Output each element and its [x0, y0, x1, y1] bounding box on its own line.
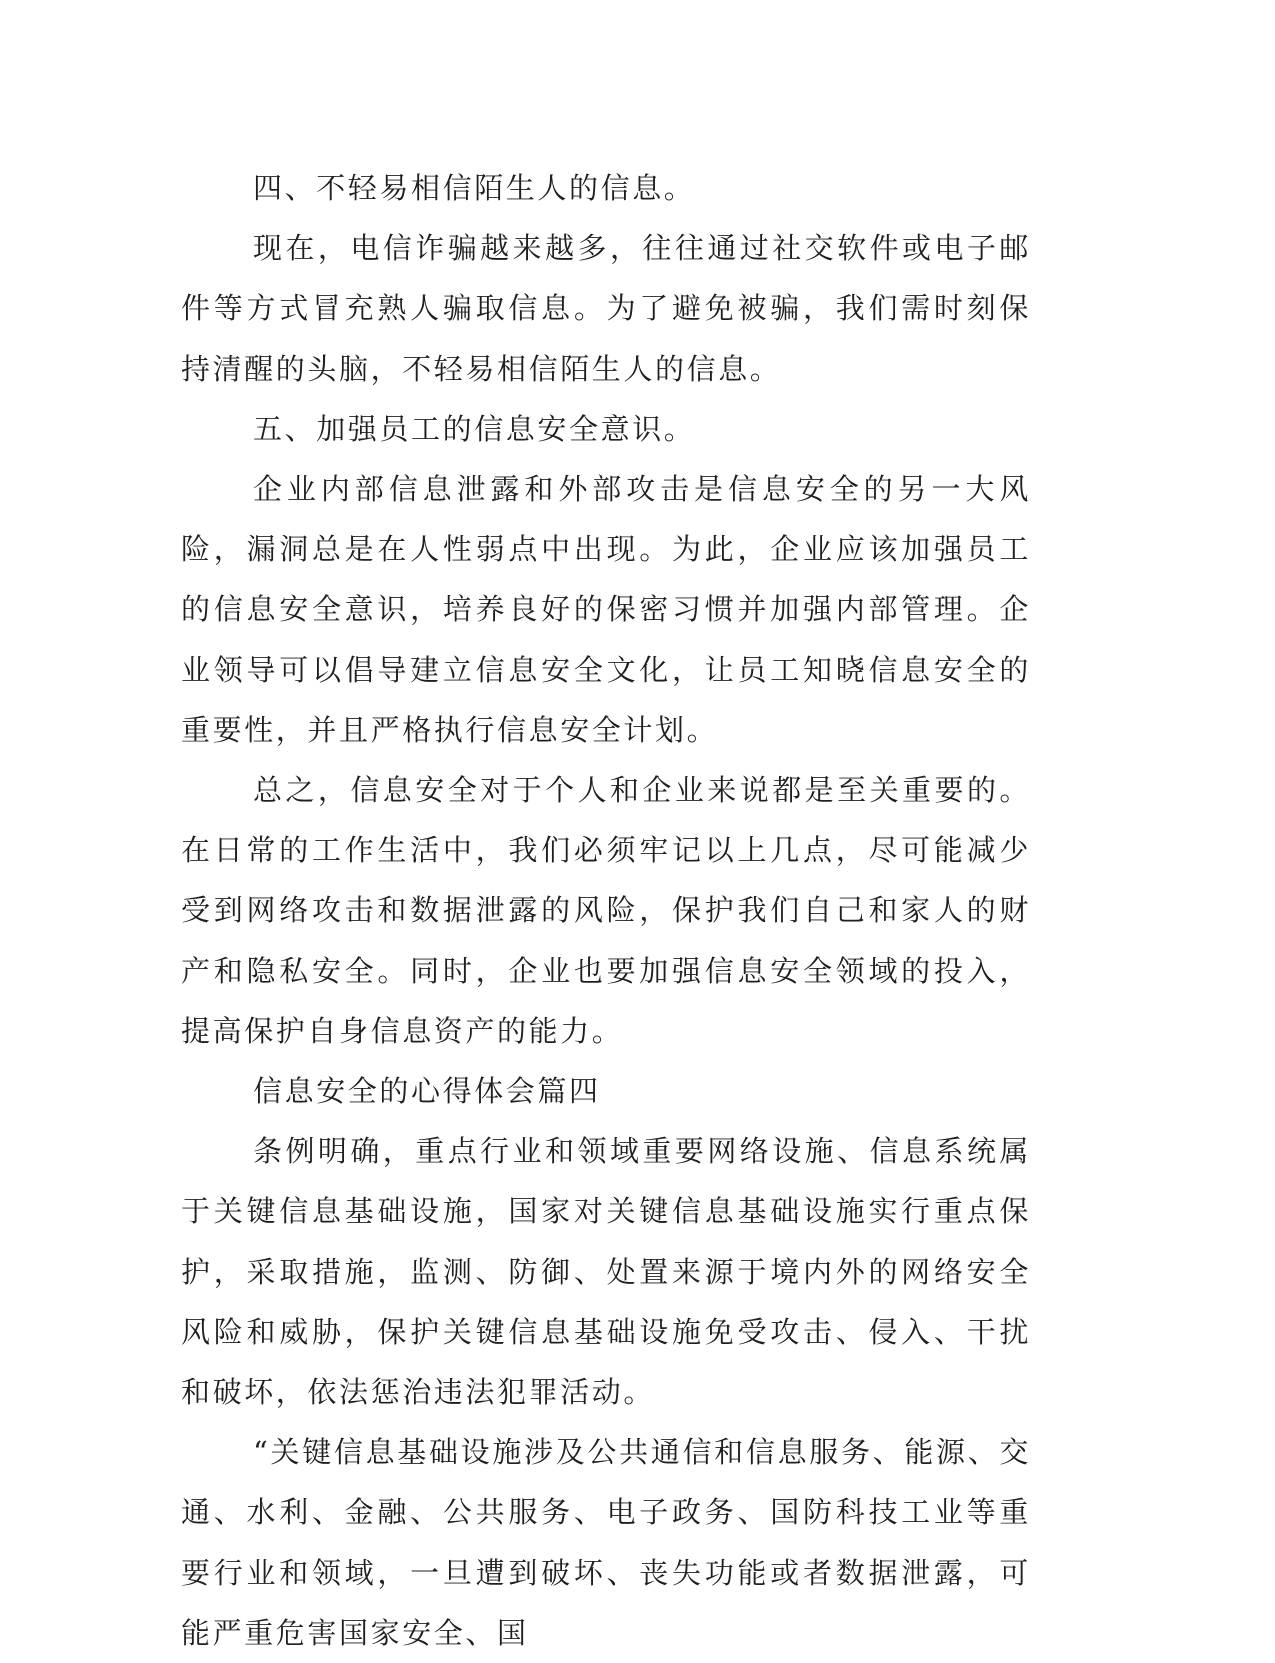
article-title-part-4: 信息安全的心得体会篇四: [253, 1074, 601, 1109]
section-heading-5: 五、加强员工的信息安全意识。: [253, 411, 696, 446]
paragraph-regulation: 条例明确，重点行业和领域重要网络设施、信息系统属于关键信息基础设施，国家对关键信息基础设施实行重点保护，采取措施，监测、防御、处置来源于境内外的网络安全风险和威胁，保护关键信息基础设施免受攻击、侵入、干扰和破坏，依法惩治违法犯罪活动。: [181, 1134, 1031, 1410]
paragraph-telecom-fraud: 现在，电信诈骗越来越多，往往通过社交软件或电子邮件等方式冒充熟人骗取信息。为了避免被骗，我们需时刻保持清醒的头脑，不轻易相信陌生人的信息。: [181, 231, 1031, 386]
section-heading-4: 四、不轻易相信陌生人的信息。: [253, 171, 696, 205]
paragraph-critical-infrastructure: “关键信息基础设施涉及公共通信和信息服务、能源、交通、水利、金融、公共服务、电子政务、国防科技工业等重要行业和领域，一旦遭到破坏、丧失功能或者数据泄露，可能严重危害国家安全、国: [181, 1435, 1031, 1650]
paragraph-summary: 总之，信息安全对于个人和企业来说都是至关重要的。在日常的工作生活中，我们必须牢记以上几点，尽可能减少受到网络攻击和数据泄露的风险，保护我们自己和家人的财产和隐私安全。同时，企业也要加强信息安全领域的投入，提高保护自身信息资产的能力。: [181, 773, 1031, 1048]
document-body: [181, 158, 1031, 1663]
paragraph-employee-awareness: 企业内部信息泄露和外部攻击是信息安全的另一大风险，漏洞总是在人性弱点中出现。为此，企业应该加强员工的信息安全意识，培养良好的保密习惯并加强内部管理。企业领导可以倡导建立信息安全文化，让员工知晓信息安全的重要性，并且严格执行信息安全计划。: [181, 472, 1031, 747]
